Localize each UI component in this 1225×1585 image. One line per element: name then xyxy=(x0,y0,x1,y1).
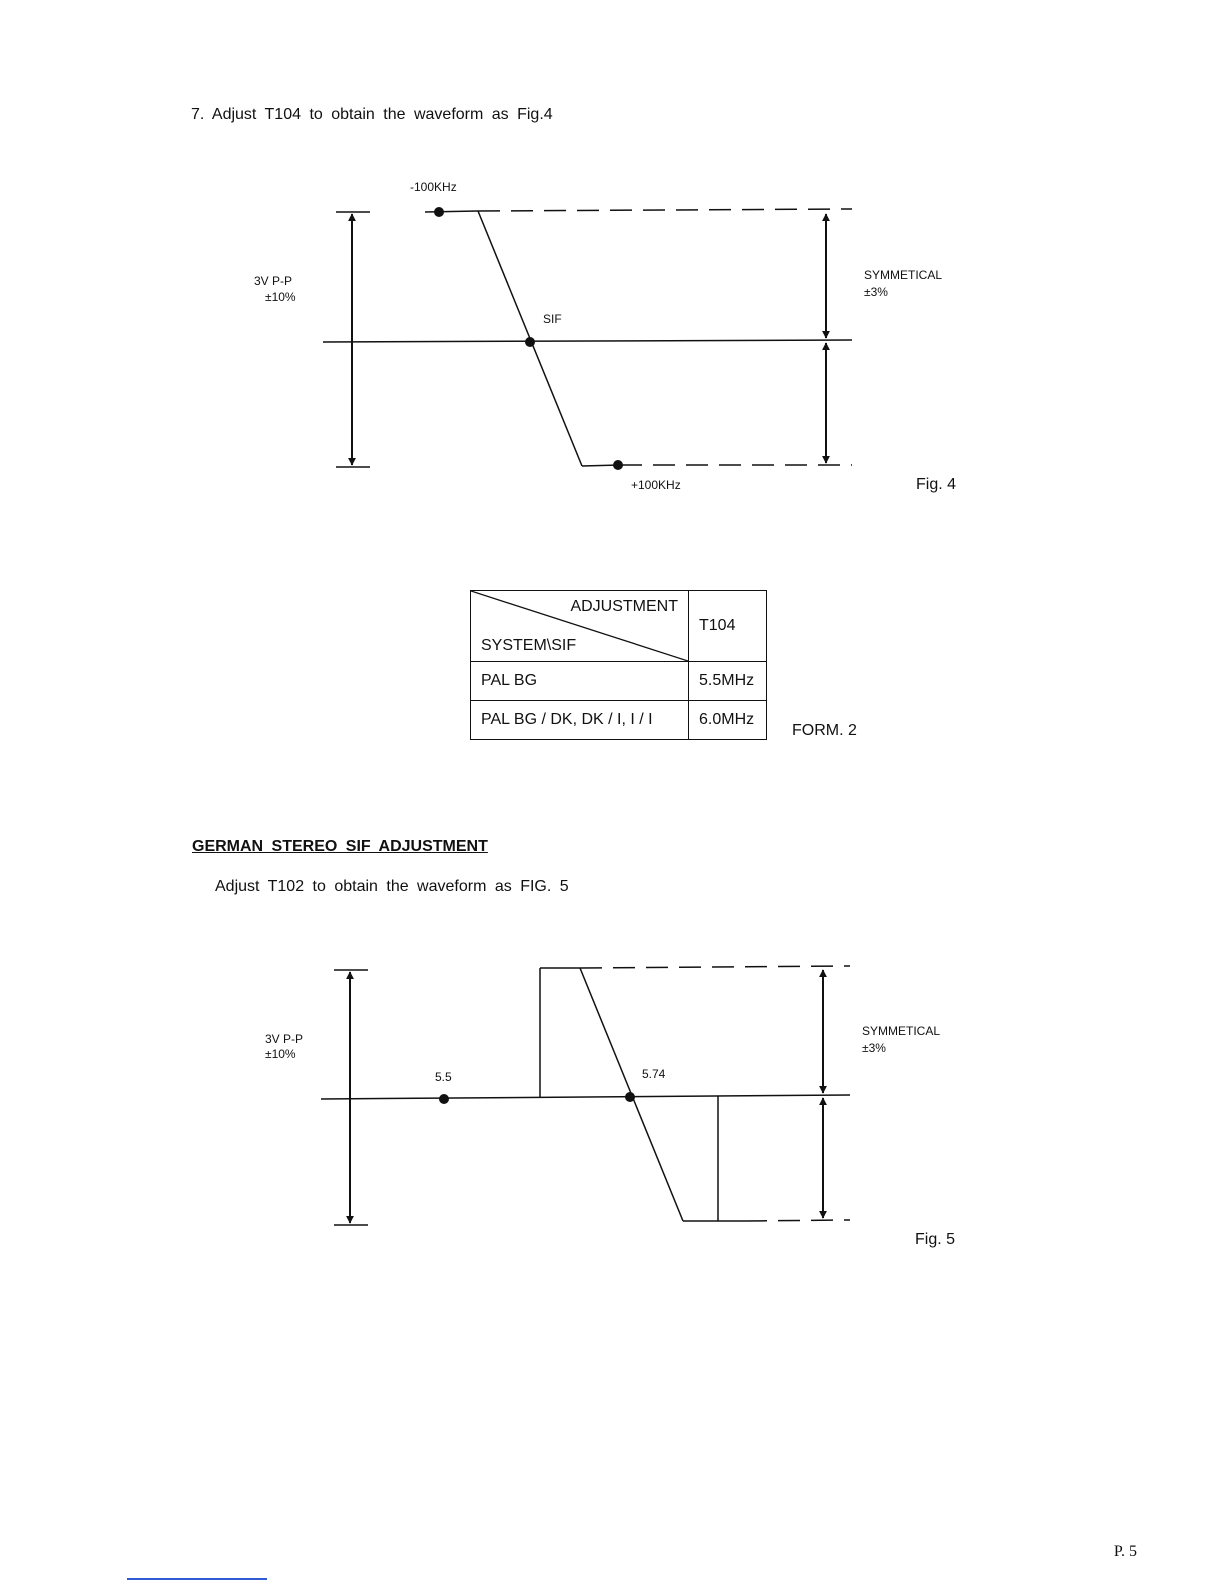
step-number: 7. xyxy=(191,106,205,123)
form2-caption: FORM. 2 xyxy=(792,722,857,739)
form2-column-t104: T104 xyxy=(689,591,767,662)
fig5-top-dashed xyxy=(580,966,850,968)
form2-header-adjustment: ADJUSTMENT xyxy=(570,598,678,615)
fig5-label-5-5: 5.5 xyxy=(435,1070,452,1084)
section-title: GERMAN STEREO SIF ADJUSTMENT xyxy=(192,838,488,855)
fig5-amplitude-tolerance: ±10% xyxy=(265,1047,296,1061)
form2-row2-value: 6.0MHz xyxy=(689,701,767,740)
fig4-symmetry-tolerance: ±3% xyxy=(864,285,888,299)
page-number: P. 5 xyxy=(1113,1543,1137,1560)
fig5-symmetry-tolerance: ±3% xyxy=(862,1041,886,1055)
fig5-caption: Fig. 5 xyxy=(915,1231,956,1248)
german-instruction: Adjust T102 to obtain the waveform as FIG. 5 xyxy=(215,878,569,895)
fig4-symmetry-label: SYMMETICAL xyxy=(864,268,943,282)
form2-row2-system: PAL BG / DK, DK / I, I / I xyxy=(471,701,689,740)
fig4-amplitude-label: 3V P-P xyxy=(254,274,293,288)
step-text: Adjust T104 to obtain the waveform as Fig.4 xyxy=(211,106,553,123)
fig4-label-plus100khz: +100KHz xyxy=(631,478,681,492)
fig4-label-sif: SIF xyxy=(543,312,562,326)
fig4-label-minus100khz: -100KHz xyxy=(410,180,457,194)
fig4-amplitude-tolerance: ±10% xyxy=(265,290,296,304)
form2-row1-system: PAL BG xyxy=(471,662,689,701)
fig5-symmetry-label: SYMMETICAL xyxy=(862,1024,941,1038)
fig5-center-line xyxy=(321,1095,850,1099)
fig5-point-5-5 xyxy=(439,1094,449,1104)
form2-row1-value: 5.5MHz xyxy=(689,662,767,701)
fig4-caption: Fig. 4 xyxy=(916,476,957,493)
fig5-label-5-74: 5.74 xyxy=(642,1067,666,1081)
fig5-bottom-dashed xyxy=(745,1220,850,1221)
form2-header-system-sif: SYSTEM\SIF xyxy=(481,637,577,654)
fig5-point-5-74 xyxy=(625,1092,635,1102)
bottom-scroll-bar xyxy=(127,1578,267,1580)
fig5-amplitude-label: 3V P-P xyxy=(265,1032,304,1046)
